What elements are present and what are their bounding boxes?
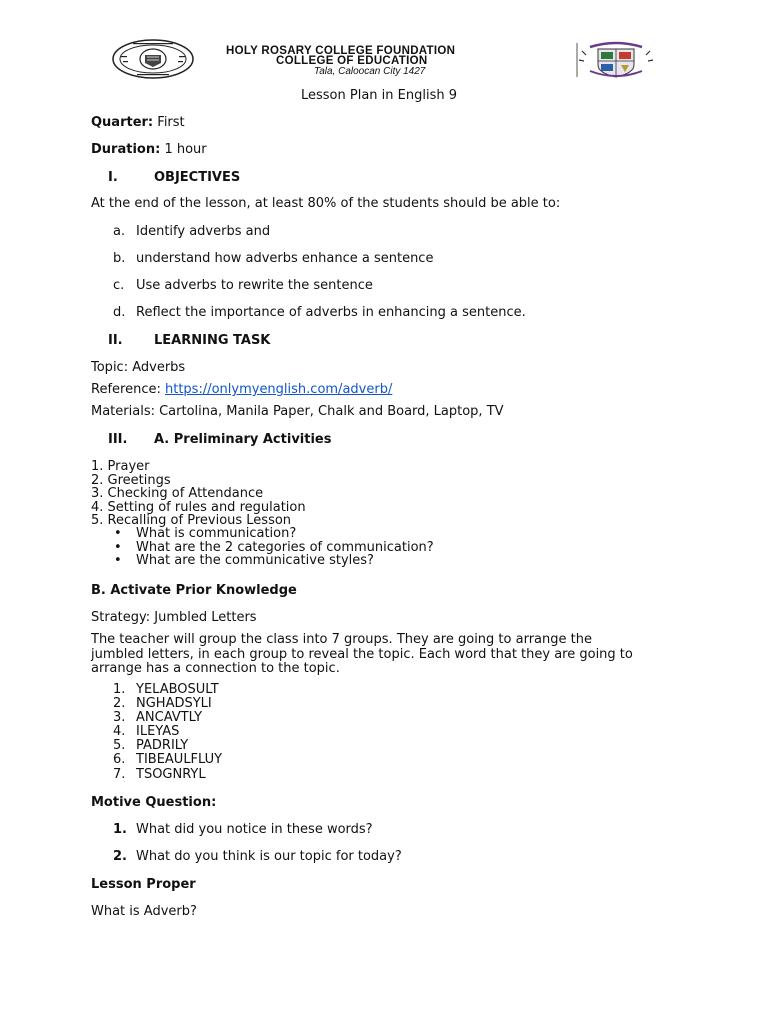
- bullet-icon: •: [114, 539, 122, 555]
- objective-item: Reflect the importance of adverbs in enhancing a sentence.: [136, 305, 526, 320]
- motive-question: What did you notice in these words?: [136, 822, 373, 837]
- objectives-numeral: I.: [108, 170, 118, 185]
- paragraph-line: arrange has a connection to the topic.: [91, 661, 340, 676]
- bullet-icon: •: [114, 553, 122, 568]
- strategy-line: Strategy: Jumbled Letters: [91, 610, 257, 625]
- objective-marker: b.: [113, 251, 126, 266]
- preliminary-numeral: III.: [108, 432, 128, 447]
- topic-line: Topic: Adverbs: [91, 360, 186, 375]
- duration-label: Duration:: [91, 142, 161, 157]
- objective-marker: d.: [113, 305, 126, 320]
- preliminary-item: 1. Prayer: [91, 459, 150, 474]
- motive-question: What do you think is our topic for today?: [136, 849, 402, 864]
- reference-label: Reference:: [91, 382, 161, 397]
- preliminary-item: 2. Greetings: [91, 472, 171, 488]
- institution-name: HOLY ROSARY COLLEGE FOUNDATION: [226, 45, 456, 57]
- motive-question-heading: Motive Question:: [91, 795, 217, 810]
- objective-item: understand how adverbs enhance a sentence: [136, 251, 434, 266]
- objective-item: Use adverbs to rewrite the sentence: [136, 278, 373, 293]
- adverb-question: What is Adverb?: [91, 904, 197, 919]
- bullet-item: • What are the communicative styles?: [114, 553, 374, 568]
- motive-marker: 1.: [113, 822, 127, 837]
- jumbled-word: 7. TSOGNRYL: [113, 766, 206, 782]
- objective-marker: a.: [113, 224, 126, 239]
- objectives-heading: OBJECTIVES: [154, 170, 241, 185]
- reference-line: [91, 382, 392, 397]
- prior-knowledge-heading: B. Activate Prior Knowledge: [91, 583, 297, 598]
- jumbled-word: 1. YELABOSULT: [113, 682, 219, 697]
- preliminary-item: 5. Recalling of Previous Lesson: [91, 513, 292, 528]
- bullet-item: • What are the 2 categories of communication?: [114, 539, 434, 555]
- bullet-icon: •: [114, 526, 122, 541]
- college-shield-right: [576, 41, 656, 79]
- learning-task-numeral: II.: [108, 333, 123, 348]
- group-instructions: [91, 633, 633, 677]
- objective-item: Identify adverbs and: [136, 224, 271, 239]
- lesson-proper-heading: Lesson Proper: [91, 877, 196, 892]
- quarter-label: Quarter:: [91, 115, 154, 130]
- quarter-value: First: [157, 115, 185, 130]
- preliminary-heading: A. Preliminary Activities: [154, 432, 332, 447]
- motive-marker: 2.: [113, 849, 127, 864]
- preliminary-item: 3. Checking of Attendance: [91, 486, 264, 501]
- previous-lesson-bullets: [114, 527, 434, 568]
- jumbled-word: 3. ANCAVTLY: [113, 710, 203, 726]
- duration-value: 1 hour: [164, 142, 207, 157]
- college-address: Tala, Caloocan City 1427: [314, 66, 426, 77]
- objective-marker: c.: [113, 278, 125, 293]
- reference-link[interactable]: https://onlymyenglish.com/adverb/: [164, 382, 393, 397]
- preliminary-list: [91, 460, 306, 528]
- jumbled-word: 2. NGHADSYLI: [113, 696, 212, 712]
- objectives-intro: At the end of the lesson, at least 80% of the students should be able to:: [91, 196, 561, 211]
- bullet-item: • What is communication?: [114, 526, 297, 541]
- preliminary-item: 4. Setting of rules and regulation: [91, 499, 306, 515]
- lesson-plan-title: Lesson Plan in English 9: [301, 88, 457, 103]
- jumbled-word: 5. PADRILY: [113, 738, 189, 754]
- duration-line: [91, 142, 207, 157]
- paragraph-line: jumbled letters, in each group to reveal the topic. Each word that they are going to: [91, 646, 633, 662]
- college-name: COLLEGE OF EDUCATION: [276, 55, 428, 67]
- quarter-line: [91, 115, 185, 130]
- materials-line: Materials: Cartolina, Manila Paper, Chalk and Board, Laptop, TV: [91, 404, 504, 419]
- jumbled-word: 6. TIBEAULFLUY: [113, 752, 223, 768]
- learning-task-heading: LEARNING TASK: [154, 333, 271, 348]
- college-seal-left: [111, 39, 195, 79]
- jumbled-words-list: [113, 683, 222, 782]
- jumbled-word: 4. ILEYAS: [113, 724, 180, 740]
- paragraph-line: The teacher will group the class into 7 groups. They are going to arrange the: [91, 632, 592, 647]
